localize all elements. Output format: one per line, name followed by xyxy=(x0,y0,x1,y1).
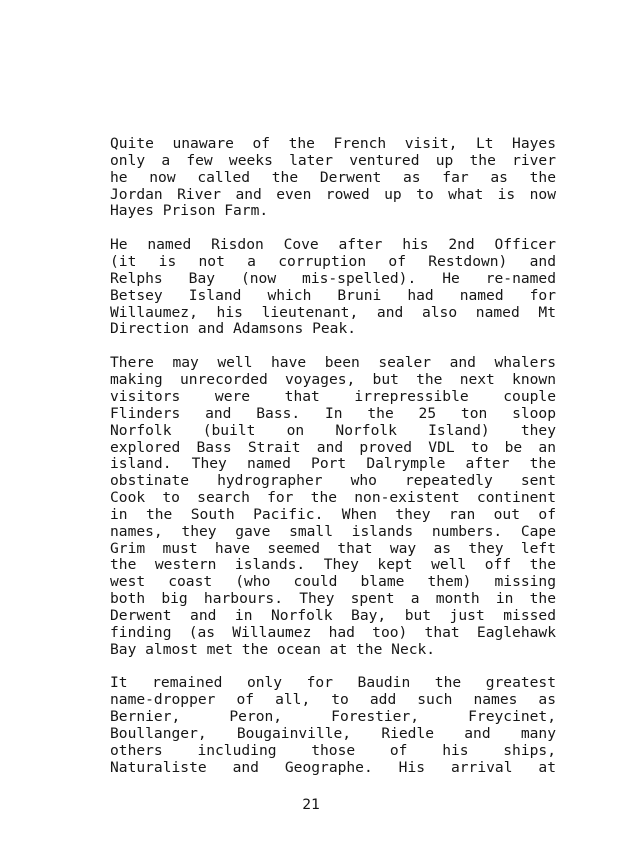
paragraph xyxy=(110,355,556,658)
text-line: Derwent and in Norfolk Bay, but just missed xyxy=(110,606,556,624)
text-line: Flinders and Bass. In the 25 ton sloop xyxy=(110,404,556,422)
text-line: only a few weeks later ventured up the river xyxy=(110,151,556,169)
text-line: west coast (who could blame them) missing xyxy=(110,573,556,591)
text-line: Bernier, Peron, Forestier, Freycinet, xyxy=(110,708,556,726)
text-line: he now called the Derwent as far as the xyxy=(110,168,556,186)
text-line: Cook to search for the non-existent continent xyxy=(110,489,556,507)
text-line: island. They named Port Dalrymple after the xyxy=(110,455,556,473)
text-line: Boullanger, Bougainville, Riedle and many xyxy=(110,725,556,742)
text-line: (it is not a corruption of Restdown) and xyxy=(110,253,556,271)
text-line: Jordan River and even rowed up to what is now xyxy=(110,185,556,203)
text-line: Naturaliste and Geographe. His arrival at xyxy=(110,758,556,776)
paragraph xyxy=(110,237,556,338)
text-line: Willaumez, his lieutenant, and also named Mt xyxy=(110,303,556,321)
text-line: It remained only for Baudin the greatest xyxy=(110,674,556,692)
text-line: in the South Pacific. When they ran out of xyxy=(110,505,556,523)
body-text xyxy=(110,136,556,794)
text-line: There may well have been sealer and whalers xyxy=(110,354,556,372)
text-line: Norfolk (built on Norfolk Island) they xyxy=(110,421,556,439)
page-number: 21 xyxy=(302,796,320,813)
text-line: Grim must have seemed that way as they left xyxy=(110,539,556,557)
text-line: Quite unaware of the French visit, Lt Hayes xyxy=(110,135,556,152)
paragraph xyxy=(110,675,556,776)
text-line: the western islands. They kept well off the xyxy=(110,556,556,574)
text-line: Relphs Bay (now mis-spelled). He re-named xyxy=(110,269,556,287)
text-line: name-dropper of all, to add such names as xyxy=(110,691,556,709)
text-line: finding (as Willaumez had too) that Eaglehawk xyxy=(110,623,556,641)
text-line: Direction and Adamsons Peak. xyxy=(110,320,357,338)
text-line: visitors were that irrepressible couple xyxy=(110,387,556,405)
text-line: Hayes Prison Farm. xyxy=(110,202,269,220)
text-line: He named Risdon Cove after his 2nd Officer xyxy=(110,236,556,254)
text-line: names, they gave small islands numbers. Cape xyxy=(110,522,556,540)
text-line: explored Bass Strait and proved VDL to be an xyxy=(110,438,556,456)
text-line: obstinate hydrographer who repeatedly sent xyxy=(110,472,556,490)
paragraph xyxy=(110,136,556,220)
text-line: making unrecorded voyages, but the next known xyxy=(110,371,556,389)
text-line: both big harbours. They spent a month in the xyxy=(110,590,556,608)
text-line: Betsey Island which Bruni had named for xyxy=(110,286,556,304)
text-line: Bay almost met the ocean at the Neck. xyxy=(110,640,436,658)
text-line: others including those of his ships, xyxy=(110,741,556,759)
